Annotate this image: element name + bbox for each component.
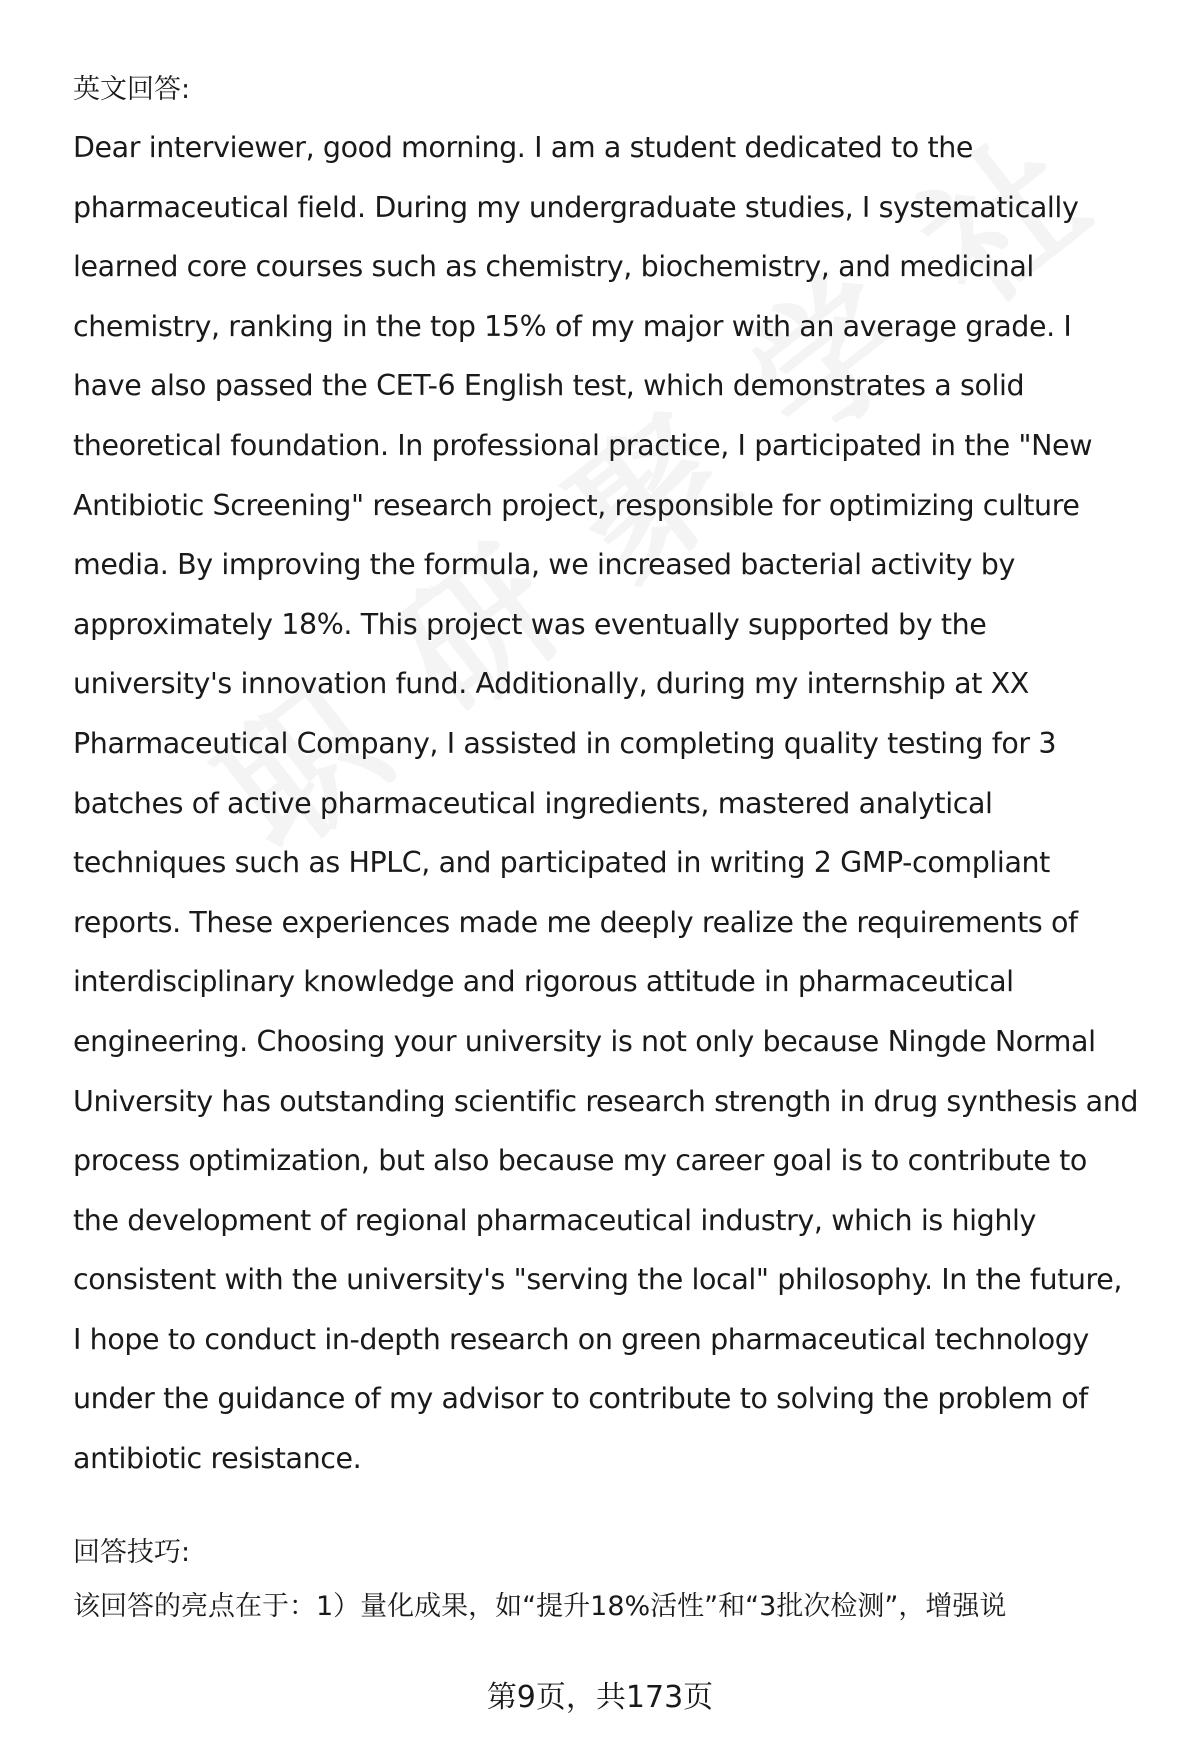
answer-tips-text: 该回答的亮点在于：1）量化成果，如“提升18%活性”和“3批次检测”，增强说 <box>73 1591 1007 1622</box>
body-line: university's innovation fund. Additionally, during my internship at XX <box>73 667 1029 701</box>
body-line: reports. These experiences made me deeply realize the requirements of <box>73 905 1078 939</box>
body-line: engineering. Choosing your university is not only because Ningde Normal <box>73 1024 1096 1058</box>
body-line: I hope to conduct in-depth research on green pharmaceutical technology <box>73 1322 1089 1356</box>
body-line: approximately 18%. This project was eventually supported by the <box>73 607 987 641</box>
body-line: antibiotic resistance. <box>73 1442 362 1476</box>
body-line: University has outstanding scientific research strength in drug synthesis and <box>73 1084 1139 1118</box>
body-line: the development of regional pharmaceutical industry, which is highly <box>73 1203 1037 1237</box>
body-line: Antibiotic Screening" research project, responsible for optimizing culture <box>73 488 1080 522</box>
body-line: under the guidance of my advisor to contribute to solving the problem of <box>73 1382 1088 1416</box>
body-line: learned core courses such as chemistry, biochemistry, and medicinal <box>73 250 1034 284</box>
body-line: Pharmaceutical Company, I assisted in completing quality testing for 3 <box>73 726 1057 760</box>
body-line: pharmaceutical field. During my undergraduate studies, I systematically <box>73 190 1079 224</box>
page-number: 第9页，共173页 <box>486 1680 714 1715</box>
body-line: theoretical foundation. In professional practice, I participated in the "New <box>73 428 1093 462</box>
body-line: chemistry, ranking in the top 15% of my major with an average grade. I <box>73 309 1072 343</box>
body-line: techniques such as HPLC, and participated in writing 2 GMP-compliant <box>73 846 1050 880</box>
body-line: Dear interviewer, good morning. I am a student dedicated to the <box>73 131 974 164</box>
body-line: batches of active pharmaceutical ingredients, mastered analytical <box>73 786 993 820</box>
body-line: have also passed the CET-6 English test, which demonstrates a solid <box>73 369 1025 403</box>
english-answer-heading: 英文回答: <box>73 74 191 105</box>
body-line: consistent with the university's "serving the local" philosophy. In the future, <box>73 1263 1123 1297</box>
answer-tips-heading: 回答技巧: <box>73 1537 191 1568</box>
body-line: interdisciplinary knowledge and rigorous attitude in pharmaceutical <box>73 965 1014 999</box>
body-line: process optimization, but also because my career goal is to contribute to <box>73 1144 1087 1178</box>
body-line: media. By improving the formula, we increased bacterial activity by <box>73 548 1015 582</box>
english-answer-body <box>73 118 1163 1489</box>
